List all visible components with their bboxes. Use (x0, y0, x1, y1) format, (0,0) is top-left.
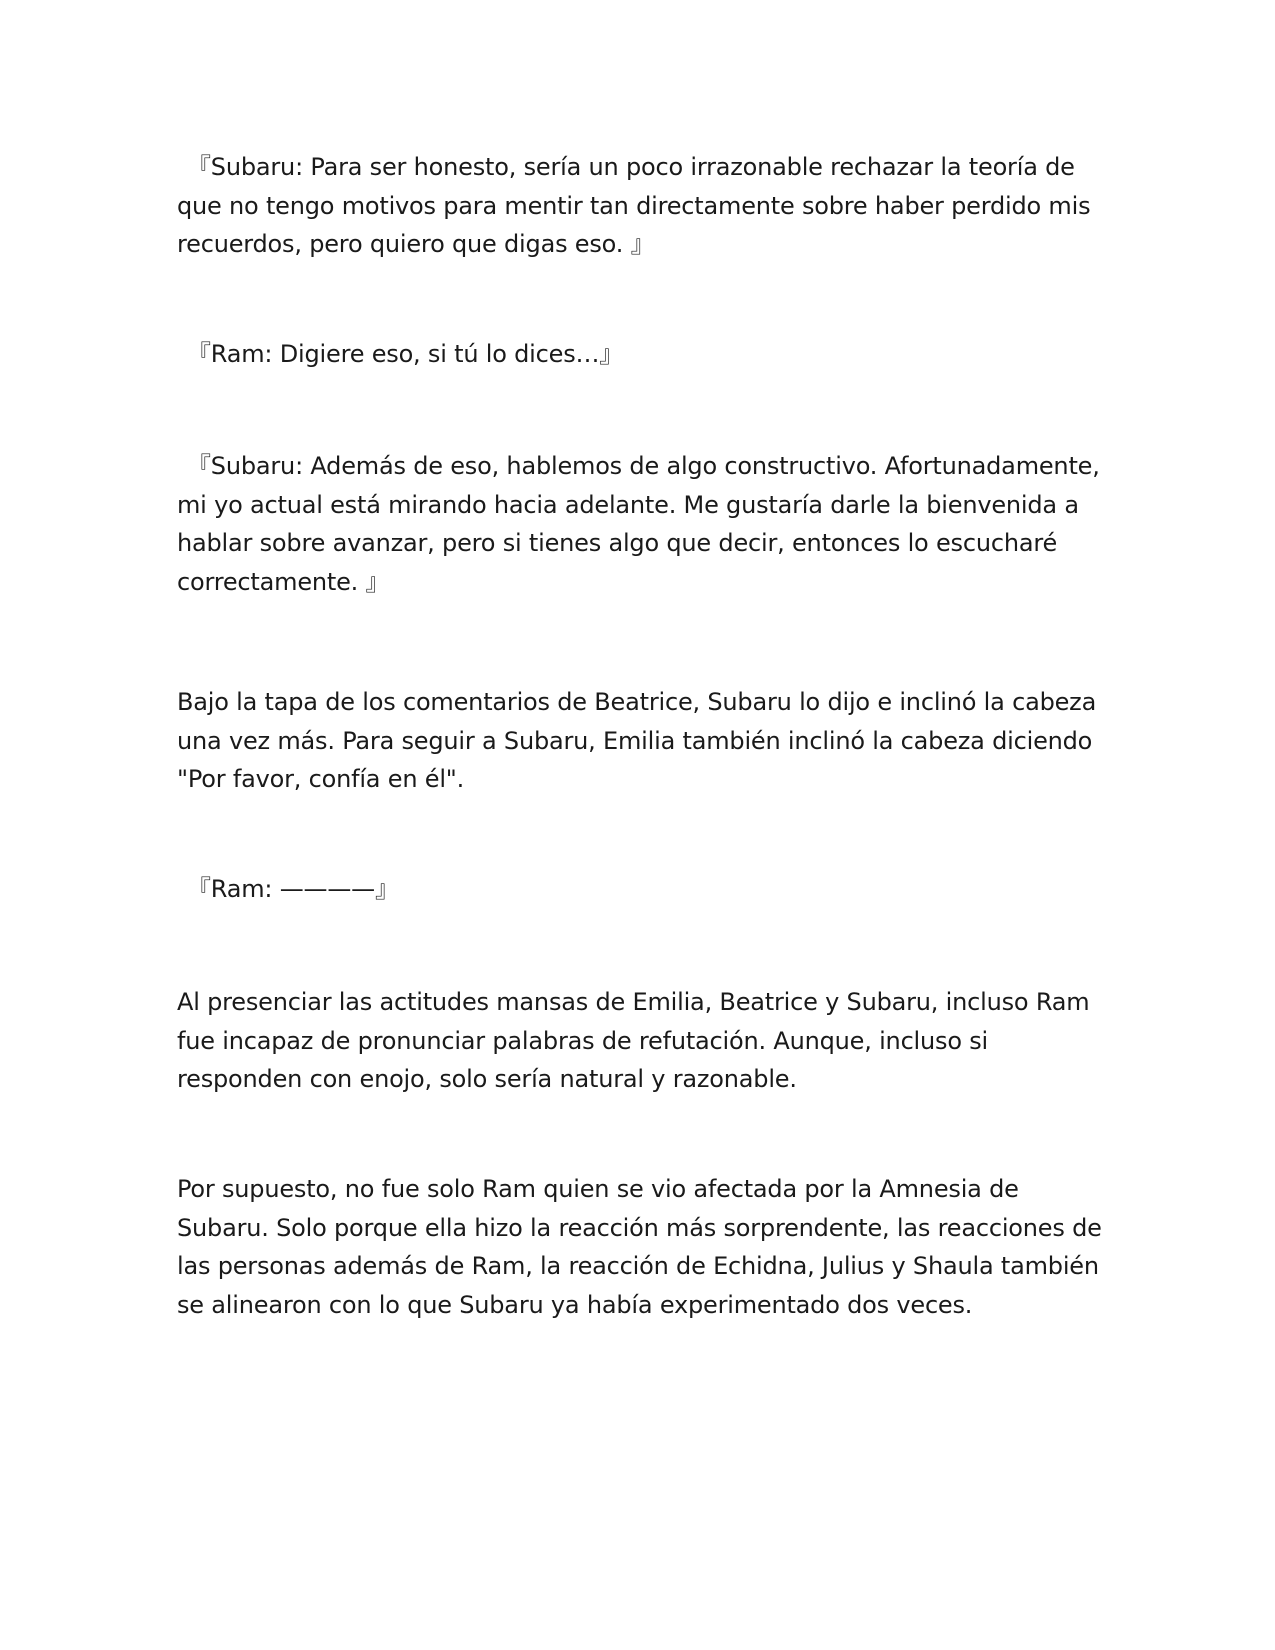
paragraph-line: que no tengo motivos para mentir tan directamente sobre haber perdido mis (177, 191, 1091, 220)
paragraph-subaru-constructivo (177, 447, 1107, 601)
paragraph-line: Bajo la tapa de los comentarios de Beatrice, Subaru lo dijo e inclinó la cabeza (177, 688, 1097, 716)
paragraph-line: mi yo actual está mirando hacia adelante. Me gustaría darle la bienvenida a (177, 490, 1079, 519)
paragraph-line: 『Subaru: Además de eso, hablemos de algo constructivo. Afortunadamente, (187, 452, 1100, 480)
paragraph-line: recuerdos, pero quiero que digas eso. 』 (177, 230, 655, 258)
paragraph-line: se alinearon con lo que Subaru ya había experimentado dos veces. (177, 1290, 973, 1319)
paragraph-line: "Por favor, confía en él". (177, 765, 465, 793)
paragraph-line: 『Ram: ————』 (187, 875, 399, 903)
paragraph-line: 『Ram: Digiere eso, si tú lo dices…』 (187, 340, 624, 368)
paragraph-bajo-la-tapa (177, 683, 1107, 799)
paragraph-al-presenciar (177, 983, 1107, 1099)
paragraph-subaru-honesto (177, 148, 1107, 264)
paragraph-line: correctamente. 』 (177, 567, 390, 596)
paragraph-line: 『Subaru: Para ser honesto, sería un poco irrazonable rechazar la teoría de (187, 153, 1075, 181)
paragraph-line: Al presenciar las actitudes mansas de Emilia, Beatrice y Subaru, incluso Ram (177, 988, 1090, 1016)
paragraph-line: Por supuesto, no fue solo Ram quien se vio afectada por la Amnesia de (177, 1175, 1019, 1203)
paragraph-ram-silencio (177, 870, 1107, 909)
paragraph-line: las personas además de Ram, la reacción de Echidna, Julius y Shaula también (177, 1252, 1099, 1280)
paragraph-line: hablar sobre avanzar, pero si tienes algo que decir, entonces lo escucharé (177, 529, 1058, 557)
paragraph-line: una vez más. Para seguir a Subaru, Emilia también inclinó la cabeza diciendo (177, 726, 1093, 755)
paragraph-line: responden con enojo, solo sería natural y razonable. (177, 1065, 797, 1093)
paragraph-line: fue incapaz de pronunciar palabras de refutación. Aunque, incluso si (177, 1026, 989, 1055)
paragraph-ram-digiere (177, 335, 1107, 374)
paragraph-por-supuesto (177, 1170, 1107, 1324)
paragraph-line: Subaru. Solo porque ella hizo la reacción más sorprendente, las reacciones de (177, 1213, 1102, 1242)
